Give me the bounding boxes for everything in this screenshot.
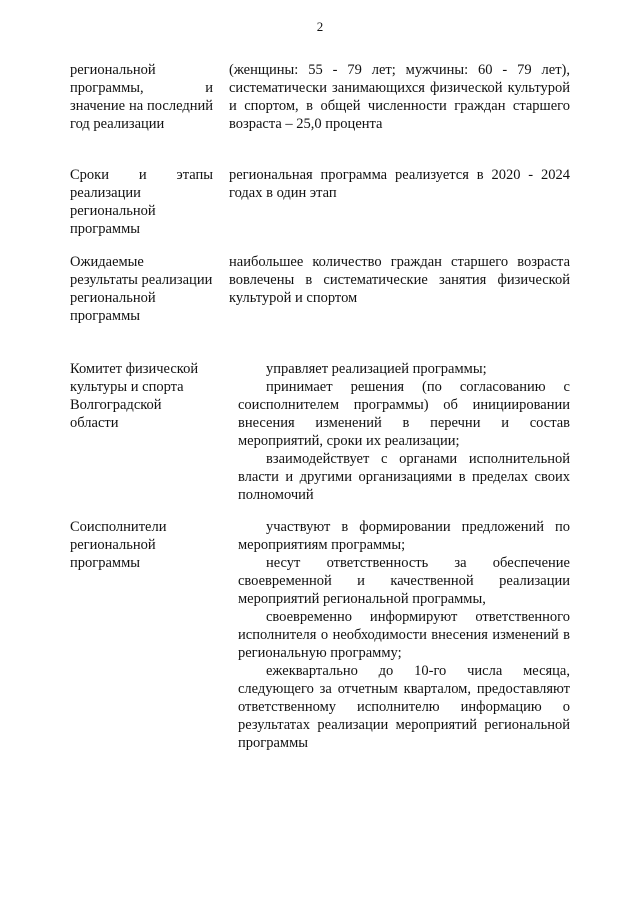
row-label: Ожидаемые результаты реализации региональной программы xyxy=(70,254,213,324)
value-paragraph: своевременно информируют ответственного исполнителя о необходимости внесения изменений в региональную программу; xyxy=(238,609,570,661)
value-paragraph: управляет реализацией программы; xyxy=(266,361,487,377)
value-paragraph: ежеквартально до 10-го числа месяца, следующего за отчетным кварталом, предоставляют ответственному исполнителю информацию о результатах реализации мероприятий региональной программы xyxy=(238,663,570,751)
value-paragraph: принимает решения (по согласованию с соисполнителем программы) об инициировании внесения изменений в перечни и состав мероприятий, сроки их реализации; xyxy=(238,379,570,449)
value-paragraph: наибольшее количество граждан старшего возраста вовлечены в систематические занятия физической культурой и спортом xyxy=(229,254,570,306)
row-value xyxy=(229,253,570,307)
value-paragraph: региональная программа реализуется в 2020 - 2024 годах в один этап xyxy=(229,167,570,201)
value-paragraph: (женщины: 55 - 79 лет; мужчины: 60 - 79 лет), систематически занимающихся физической культурой и спортом, в общей численности граждан старшего возраста – 25,0 процента xyxy=(229,62,570,132)
row-value xyxy=(238,518,570,752)
page-number: 2 xyxy=(316,19,324,34)
value-paragraph: участвуют в формировании предложений по мероприятиям программы; xyxy=(238,519,570,553)
value-paragraph: взаимодействует с органами исполнительной власти и другими организациями в пределах своих полномочий xyxy=(238,451,570,503)
row-value xyxy=(229,166,570,202)
row-label: Соисполнители региональной программы xyxy=(70,519,167,571)
row-label: региональной программы, и значение на последний год реализации xyxy=(70,62,213,132)
row-value xyxy=(229,61,570,133)
value-paragraph: несут ответственность за обеспечение своевременной и качественной реализации мероприятий региональной программы, xyxy=(238,555,570,607)
row-label: Сроки и этапы реализации региональной программы xyxy=(70,167,213,237)
row-value xyxy=(238,360,570,504)
row-label: Комитет физической культуры и спорта Волгоградской области xyxy=(70,361,199,431)
